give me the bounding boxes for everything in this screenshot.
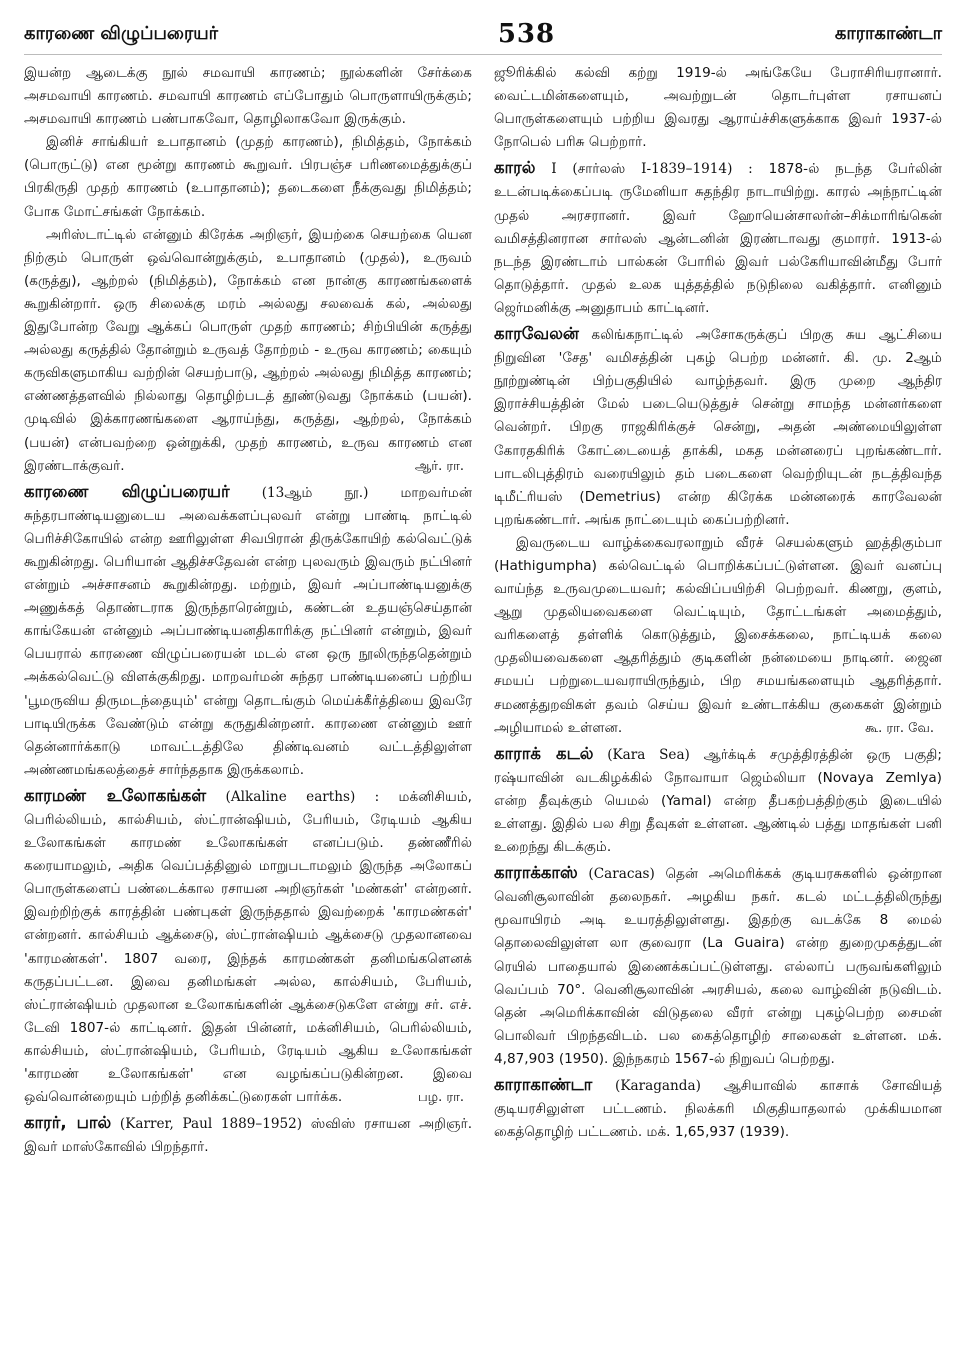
author-initials: ஆர். ரா. [414,458,464,474]
entry-carol-i [494,156,942,320]
entry-headword: காராக் கடல் [494,743,594,763]
entry-headword: காரணை விழுப்பரையர் [24,481,230,501]
paragraph-text: அரிஸ்டாட்டில் என்னும் கிரேக்க அறிஞர், இயற்கை செயற்கை யென நிற்கும் பொருள் ஒவ்வொன்றுக்கும், உபாதானம் (முதல்), உருவம் (கருத்து), ஆற்றல் (நிமித்தம்), நோக்கம் என நான்கு காரணங்களைக் கூறுகின்றார். ஒரு சிலைக்கு மரம் அல்லது சலவைக் கல், அல்லது இதுபோன்ற வேறு ஆக்கப் பொருள் முதற் காரணம்; சிற்பியின் கருத்து அல்லது கருத்தில் தோன்றும் உருவத் தோற்றம் - உருவ காரணம்; கையும் கருவிகளுமாகிய வற்றின் செயற்பாடு, ஆற்றல் அல்லது நிமித்த காரணம்; எண்ணத்தளவில் நில்லாது தொழிற்படத் தூண்டுவது நோக்கம் (பயன்). முடிவில் இக்காரணங்களை ஆராய்ந்து, கருத்து, ஆற்றல், நோக்கம் (பயன்) என்பவற்றை ஒன்றுக்கி, முதற் காரணம், உருவ காரணம் என இரண்டாக்குவர். [24,226,472,474]
entry-headword: காரர், பால் [24,1113,112,1133]
entry-kharavela [494,322,942,532]
entry-meta: (Karaganda) [615,1078,701,1095]
paragraph: இனிச் சாங்கியர் உபாதானம் (முதற் காரணம்), நிமித்தம், நோக்கம் (பொருட்டு) என மூன்று காரணம் கூறுவர். பிரபஞ்ச பரிணமைத்துக்குப் பிரகிருதி முதற் காரணம் (உபாதானம்); தடைகளை நீக்குவது நிமித்தம்; போக மோட்சங்கள் நோக்கம். [24,134,472,220]
entry-body: மாறவர்மன் சுந்தரபாண்டியனுடைய அவைக்களப்புலவர் என்று பாண்டி நாட்டில் பெரிச்சிகோயில் என்ற ஊரிலுள்ள சிவபிரான் திருக்கோயிற் கல்வெட்டுக் கூறுகின்றது. பெரியான் ஆதிச்சதேவன் என்ற புலவரும் இவரும் நட்பினர் என்றும் அச்சாசனம் கூறுகின்றது. மற்றும், இவர் அப்பாண்டியனுக்கு அணுக்கத் தொண்டராக இருந்தாரென்றும், கண்டன் உதயஞ்செய்தான் காங்கேயன் என்னும் அப்பாண்டியனதிகாரிக்கு நட்பினர் என்றும், இவர் பெயரால் காரணை விழுப்பரையன் மடல் என ஒரு நூலிருந்ததென்றும் அக்கல்வெட்டு விளக்குகிறது. மாறவர்மன் சுந்தர பாண்டியனைப் பற்றிய 'பூமருவிய திருமடந்தையும்' என்று தொடங்கும் மெய்க்கீர்த்தியை இவரே பாடியிருக்க வேண்டும் என்று கருதுகின்றனர். காரணை என்னும் ஊர் தென்னார்க்காடு மாவட்டத்திலே திண்டிவனம் வட்டத்திலுள்ள அண்ணமங்கலத்தைச் சார்ந்ததாக இருக்கலாம். [24,484,472,778]
entry-body: ஆர்க்டிக் சமுத்திரத்தின் ஒரு பகுதி; ரஷ்யாவின் வடகிழக்கில் நோவாயா ஜெம்லியா (Novaya Zemlya) என்ற தீவுக்கும் யெமல் (Yamal) என்ற தீபகற்பத்திற்கும் இடையில் உள்ளது. இதில் பல சிறு தீவுகள் உள்ளன. ஆண்டில் பத்து மாதங்கள் பனி உறைந்து கிடக்கும். [494,746,942,856]
entry-meta: (Caracas) [588,866,655,883]
entry-meta: (Kara Sea) [607,746,690,763]
entry-meta: (Karrer, Paul 1889–1952) [119,1116,303,1133]
text-columns [24,62,942,1350]
entry-headword: காரல் [494,158,536,178]
entry-alkaline-earths [24,784,472,1109]
entry-meta: (Alkaline earths) : [225,788,380,805]
entry-body: ஸ்விஸ் ரசாயன அறிஞர். இவர் மாஸ்கோவில் பிறந்தார். [24,1116,472,1156]
entry-caracas [494,861,942,1071]
entry-body: தென் அமெரிக்கக் குடியரசுகளில் ஒன்றான வெனிசூலாவின் தலைநகர். அழகிய நகர். கடல் மட்டத்திலிருந்து மூவாயிரம் அடி உயரத்திலுள்ளது. இதற்கு வடக்கே 8 மைல் தொலைவிலுள்ள லா குவைரா (La Guaira) என்ற துறைமுகத்துடன் ரெயில் பாதையால் இணைக்கப்பட்டுள்ளது. எல்லாப் பருவங்களிலும் வெப்பம் 70°. வெனிசூலாவின் அரசியல், கலை வாழ்வின் நடுவிடம். தென் அமெரிக்காவின் விடுதலை வீரர் என்று புகழ்பெற்ற சைமன் பொலிவர் பிறந்தவிடம். பல கைத்தொழிற் சாலைகள் உள்ளன. மக். 4,87,903 (1950). இந்நகரம் 1567-ல் நிறுவப் பெற்றது. [494,866,942,1067]
entry-kara-sea [494,742,942,859]
entry-karanai-vizhupparaiyar [24,480,472,782]
author-initials: கூ. ரா. வே. [865,720,934,736]
entry-body: கலிங்கநாட்டில் அசோகருக்குப் பிறகு சுய ஆட்சியை நிறுவின 'சேத' வமிசத்தின் புகழ் பெற்ற மன்னர். கி. மு. 2ஆம் நூற்றுண்டின் பிற்பகுதியில் வாழ்ந்தவர். இரு முறை ஆந்திர இராச்சியத்தின் மேல் படையெடுத்துச் சென்று சாமந்த மன்னர்களை வென்றர். பிறகு ராஜகிரிக்குச் சென்று, அதன் அண்மையிலுள்ள கோரதகிரிக் கோட்டையைத் தாக்கி, மகத மன்னரைப் புறங்கண்டார். பாடலிபுத்திரம் வரையிலும் தம் படைகளை வெற்றியுடன் நடத்திவந்த டிமீட்ரியஸ் (Demetrius) என்ற கிரேக்க மன்னரைக் காரவேலன் புறங்கண்டார். அங்க நாட்டையும் கைப்பற்றினர். [494,327,942,528]
right-column [494,62,942,1350]
entry-body: மக்னிசியம், பெரில்லியம், கால்சியம், ஸ்ட்ரான்ஷியம், பேரியம், ரேடியம் ஆகிய உலோகங்கள் காரமண் உலோகங்கள் எனப்படும். தண்ணீரில் கரையாமலும், அதிக வெப்பத்தினுல் மாறுபடாமலும் இருந்த அலோகப் பொருள்களைப் பண்டைக்கால ரசாயன அறிஞர்கள் 'மண்கள்' என்றனர். இவற்றிற்குக் காரத்தின் பண்புகள் இருந்ததால் இவற்றைக் 'காரமண்கள்' என்றனர். கால்சியம் ஆக்சைடு, ஸ்ட்ரான்ஷியம் ஆக்சைடு முதலானவை 'காரமண்கள்'. 1807 வரை, இந்தக் காரமண்கள் தனிமங்களெனக் கருதப்பட்டன. இவை தனிமங்கள் அல்ல, கால்சியம், பேரியம், ஸ்ட்ரான்ஷியம் முதலான உலோகங்களின் ஆக்சைடுகளே என்று சர். எச். டேவி 1807-ல் காட்டினர். இதன் பின்னர், மக்னிசியம், பெரில்லியம், கால்சியம், ஸ்ட்ரான்ஷியம், பேரியம், ரேடியம் ஆகிய உலோகங்கள் 'காரமண் உலோகங்கள்' என வழங்கப்படுகின்றன. இவை ஒவ்வொன்றையும் பற்றித் தனிக்கட்டுரைகள் பார்க்க. [24,788,472,1106]
entry-meta: I (சார்லஸ் I-1839–1914) : [551,161,753,178]
entry-headword: காரமண் உலோகங்கள் [24,785,207,805]
page-number: 538 [497,19,556,49]
entry-headword: காராக்காஸ் [494,863,578,883]
entry-body: ஆசியாவில் காசாக் சோவியத் குடியரசிலுள்ள பட்டணம். நிலக்கரி மிகுதியாதலால் முக்கியமான கைத்தொழிற் பட்டணம். மக். 1,65,937 (1939). [494,1078,942,1141]
paragraph [24,224,472,478]
header-right-guide-word: காராகாண்டா [834,22,942,44]
entry-karrer-paul [24,1111,472,1159]
paragraph-text: இவருடைய வாழ்க்கைவரலாறும் வீரச் செயல்களும் ஹத்திகும்பா (Hathigumpha) கல்வெட்டில் பொறிக்கப்பட்டுள்ளன. இவர் வனப்பு வாய்ந்த உருவமுடையவர்; கல்விப்பயிற்சி பெற்றவர். கிணறு, குளம், ஆறு முதலியவைகளை வெட்டியும், தோட்டங்கள் அமைத்தும், வரிகளைத் தள்ளிக் கொடுத்தும், இசைக்கலை, நாட்டியக் கலை முதலியவைகளை ஆதரித்தும் குடிகளின் நன்மையை நாடினர். ஜைன சமயப் பற்றுடையவராயிருந்தும், பிற சமயங்களையும் ஆதரித்தார். சமணத்துறவிகள் தவம் செய்ய இவர் உண்டாக்கிய குகைகள் இன்றும் அழியாமல் உள்ளன. [494,534,942,736]
header-left-guide-word: காரணை விழுப்பரையர் [24,22,219,44]
entry-headword: காரவேலன் [494,324,579,344]
page-header [24,14,942,55]
entry-headword: காராகாண்டா [494,1075,593,1095]
author-initials: பழ. ரா. [417,1090,464,1106]
left-column [24,62,472,1350]
paragraph [494,532,942,740]
paragraph: இயன்ற ஆடைக்கு நூல் சமவாயி காரணம்; நூல்களின் சேர்க்கை அசமவாயி காரணம். சமவாயி காரணம் எப்போதும் பொருளாயிருக்கும்; அசமவாயி காரணம் பண்பாகவோ, தொழிலாகவோ இருக்கும். [24,65,472,128]
entry-meta: (13ஆம் நூ.) [261,484,369,501]
entry-karaganda [494,1073,942,1144]
entry-body: 1878-ல் நடந்த பேர்லின் உடன்படிக்கைப்படி ருமேனியா சுதந்திர நாடாயிற்று. காரல் அந்நாட்டின் முதல் அரசரானர். இவர் ஹோயென்சாலர்ன்–சிக்மாரிங்கென் வமிசத்தினரான சார்லஸ் ஆன்டனின் இரண்டாவது குமாரர். 1913-ல் நடந்த இரண்டாம் பால்கன் போரில் இவர் பல்கேரியாவின்மீது போர் தொடுத்தார். முதல் உலக யுத்தத்தில் நடுநிலை வகித்தார். எனினும் ஜெர்மனிக்கு அனுதாபம் காட்டினர். [494,161,942,316]
paragraph: ஜூரிக்கில் கல்வி கற்று 1919-ல் அங்கேயே பேராசிரியரானார். வைட்டமின்களையும், அவற்றுடன் தொடர்புள்ள ரசாயனப் பொருள்களையும் பற்றிய இவரது ஆராய்ச்சிகளுக்காக இவர் 1937-ல் நோபெல் பரிசு பெற்றார். [494,65,942,151]
